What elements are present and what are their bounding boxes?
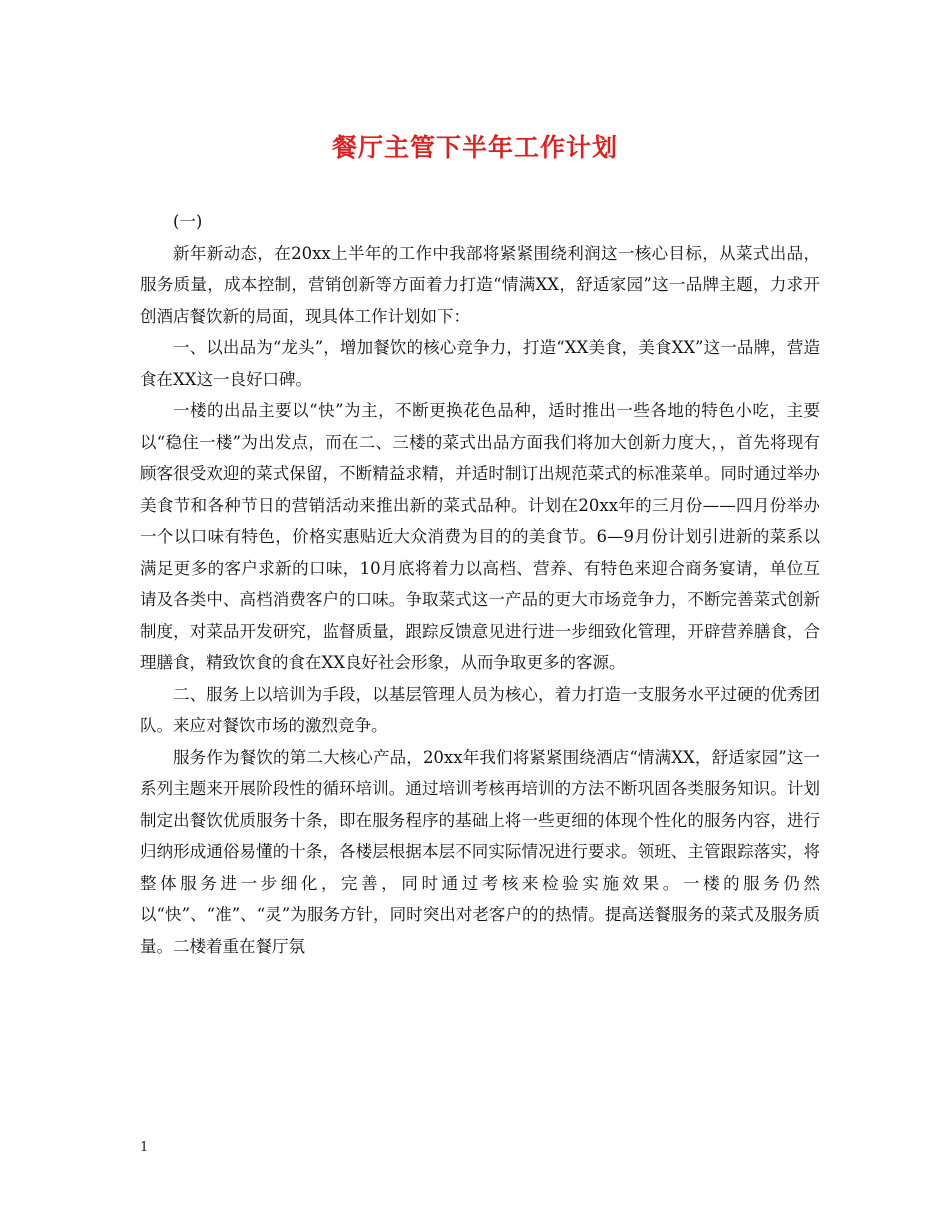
document-title: 餐厅主管下半年工作计划 <box>331 133 618 162</box>
paragraph-food-plan: 一楼的出品主要以“快”为主，不断更换花色品种，适时推出一些各地的特色小吃，主要以“稳住一楼”为出发点，而在二、三楼的菜式出品方面我们将加大创新力度大，，首先将现有顾客很受欢迎的菜式保留，不断精益求精，并适时制订出规范菜式的标准菜单。同时通过举办美食节和各种节日的营销活动来推出新的菜式品种。计划在20xx年的三月份——四月份举办一个以口味有特色，价格实惠贴近大众消费为目的的美食节。6—9月份计划引进新的菜系以满足更多的客户求新的口味，10月底将着力以高档、营养、有特色来迎合商务宴请，单位互请及各类中、高档消费客户的口味。争取菜式这一产品的更大市场竞争力，不断完善菜式创新制度，对菜品开发研究，监督质量，跟踪反馈意见进行进一步细致化管理，开辟营养膳食，合理膳食，精致饮食的食在XX良好社会形象，从而争取更多的客源。 <box>140 401 820 672</box>
paragraph-section-marker: (一) <box>173 212 203 231</box>
paragraph-heading-2: 二、服务上以培训为手段，以基层管理人员为核心，着力打造一支服务水平过硬的优秀团队。来应对餐饮市场的激烈竞争。 <box>140 684 820 735</box>
paragraph-service-plan: 服务作为餐饮的第二大核心产品，20xx年我们将紧紧围绕酒店“情满XX，舒适家园”这一系列主题来开展阶段性的循环培训。通过培训考核再培训的方法不断巩固各类服务知识。计划制定出餐饮优质服务十条，即在服务程序的基础上将一些更细的体现个性化的服务内容，进行归纳形成通俗易懂的十条，各楼层根据本层不同实际情况进行要求。领班、主管跟踪落实，将整体服务进一步细化，完善，同时通过考核来检验实施效果。一楼的服务仍然以“快”、“准”、“灵”为服务方针，同时突出对老客户的的热情。提高送餐服务的菜式及服务质量。二楼着重在餐厅氛 <box>140 747 820 956</box>
page-number: 1 <box>140 1140 149 1155</box>
paragraph-heading-1: 一、以出品为“龙头”，增加餐饮的核心竞争力，打造“XX美食，美食XX”这一品牌，营造食在XX这一良好口碑。 <box>140 338 820 389</box>
document-body <box>140 206 820 962</box>
paragraph-intro: 新年新动态，在20xx上半年的工作中我部将紧紧围绕利润这一核心目标，从菜式出品，服务质量，成本控制，营销创新等方面着力打造“情满XX，舒适家园”这一品牌主题，力求开创酒店餐饮新的局面，现具体工作计划如下： <box>140 243 820 326</box>
